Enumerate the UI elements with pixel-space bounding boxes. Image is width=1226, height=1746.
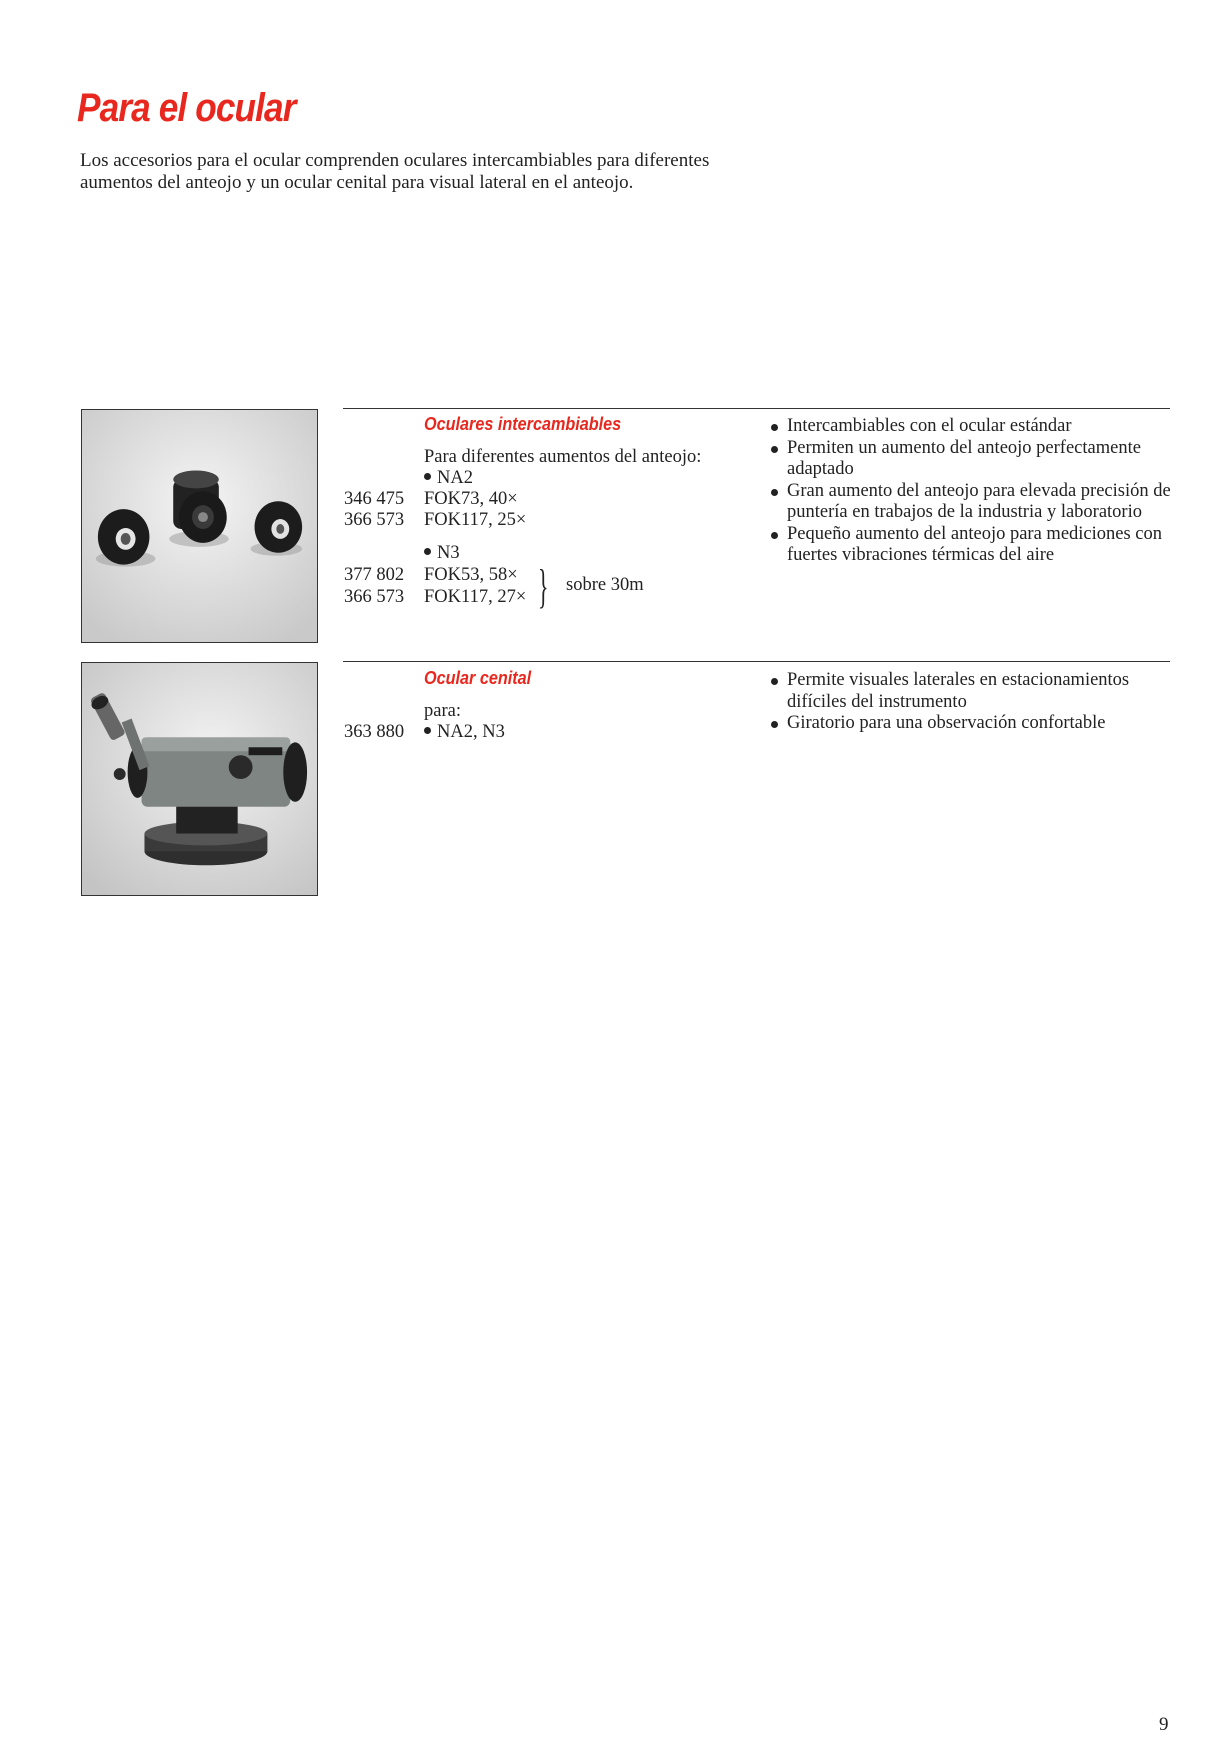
- page-number: 9: [1159, 1714, 1169, 1735]
- order-code: 363 880: [344, 722, 405, 742]
- order-code: 346 475: [344, 489, 405, 509]
- page-title: Para el ocular: [77, 86, 296, 130]
- range-note: sobre 30m: [566, 575, 644, 595]
- feature-item: Gran aumento del anteojo para elevada precisión de puntería en trabajos de la industria y laboratorio: [769, 481, 1174, 524]
- intro-paragraph: Los accesorios para el ocular comprenden oculares intercambiables para diferentes aumentos del anteojo y un ocular cenital para visual lateral en el anteojo.: [80, 150, 710, 193]
- eyepiece-item: FOK53, 58×: [424, 565, 518, 585]
- feature-item: Pequeño aumento del anteojo para mediciones con fuertes vibraciones térmicas del aire: [769, 524, 1174, 567]
- feature-item: Giratorio para una observación confortable: [769, 713, 1174, 735]
- section-subtitle: para:: [424, 701, 461, 721]
- order-code: 366 573: [344, 587, 405, 607]
- eyepiece-item: FOK73, 40×: [424, 489, 518, 509]
- model-n3: N3: [424, 543, 460, 564]
- section-title-oculares-intercambiables: Oculares intercambiables: [424, 414, 622, 434]
- section-divider: [343, 661, 1170, 662]
- feature-item: Intercambiables con el ocular estándar: [769, 416, 1174, 438]
- order-code: 377 802: [344, 565, 405, 585]
- order-code: 366 573: [344, 510, 405, 530]
- feature-item: Permite visuales laterales en estacionamientos difíciles del instrumento: [769, 670, 1174, 713]
- compatible-models: NA2, N3: [424, 722, 505, 743]
- section-divider: [343, 408, 1170, 409]
- feature-list: [769, 670, 1174, 735]
- eyepiece-item: FOK117, 25×: [424, 510, 527, 530]
- zenith-eyepiece-photo: [81, 662, 318, 896]
- grouping-brace: }: [538, 560, 549, 613]
- model-na2: NA2: [424, 468, 473, 489]
- feature-item: Permiten un aumento del anteojo perfectamente adaptado: [769, 438, 1174, 481]
- section-title-ocular-cenital: Ocular cenital: [424, 668, 532, 688]
- section-subtitle: Para diferentes aumentos del anteojo:: [424, 447, 702, 467]
- eyepiece-item: FOK117, 27×: [424, 587, 527, 607]
- feature-list: [769, 416, 1174, 567]
- eyepieces-photo: [81, 409, 318, 643]
